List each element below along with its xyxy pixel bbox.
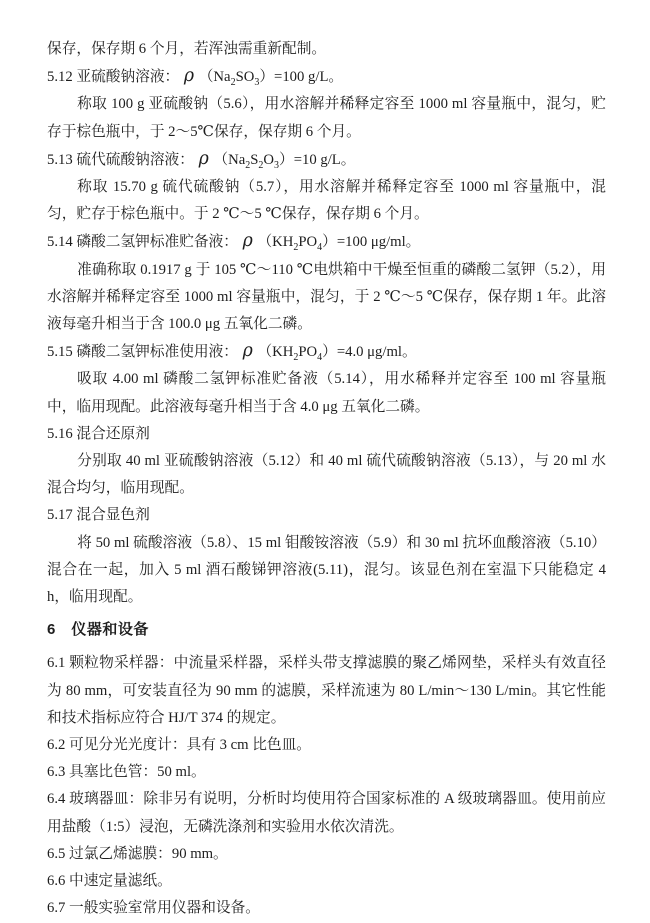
para-5-13-preparation: 称取 15.70 g 硫代硫酸钠（5.7），用水溶解并稀释定容至 1000 ml 容量瓶中，混匀，贮存于棕色瓶中。于 2 ℃～5 ℃保存，保存期 6 个月。 — [47, 179, 606, 223]
heading-6-instruments: 6 仪器和设备 — [47, 621, 149, 639]
clause-5-12-title: 5.12 亚硫酸钠溶液： ρ $(Na_2SO_3)=100$ g/L。 — [47, 66, 344, 89]
para-continued-storage-note: 保存，保存期 6 个月，若浑浊需重新配制。 — [47, 41, 327, 57]
para-5-16-preparation: 分别取 40 ml 亚硫酸钠溶液（5.12）和 40 ml 硫代硫酸钠溶液（5.13），与 20 ml 水混合均匀，临用现配。 — [47, 453, 606, 497]
para-5-15-preparation: 吸取 4.00 ml 磷酸二氢钾标准贮备液（5.14），用水稀释并定容至 100 ml 容量瓶中，临用现配。此溶液每毫升相当于含 4.0 μg 五氧化二磷。 — [47, 371, 606, 415]
clause-6-3: 6.3 具塞比色管：50 ml。 — [47, 764, 206, 781]
clause-6-5: 6.5 过氯乙烯滤膜：90 mm。 — [47, 845, 228, 862]
clause-5-16-title: 5.16 混合还原剂 — [47, 425, 150, 442]
clause-5-17-title: 5.17 混合显色剂 — [47, 507, 150, 524]
clause-6-1: 6.1 颗粒物采样器：中流量采样器，采样头带支撑滤膜的聚乙烯网垫，采样头有效直径为 80 mm，可安装直径为 90 mm 的滤膜，采样流速为 80 L/min～130 L/min。其它性能和技术指标应符合 HJ/T 374 的规定。 — [47, 655, 606, 726]
para-5-14-preparation: 准确称取 0.1917 g 于 105 ℃～110 ℃电烘箱中干燥至恒重的磷酸二氢钾（5.2），用水溶解并稀释定容至 1000 ml 容量瓶中，混匀，于 2 ℃～5 ℃保存，保存期 1 年。此溶液每毫升相当于含 100.0 μg 五氧化二磷。 — [47, 261, 606, 333]
clause-6-2: 6.2 可见分光光度计：具有 3 cm 比色皿。 — [47, 737, 311, 754]
para-5-17-preparation: 将 50 ml 硫酸溶液（5.8）、15 ml 钼酸铵溶液（5.9）和 30 ml 抗坏血酸溶液（5.10）混合在一起，加入 5 ml 酒石酸锑钾溶液(5.11)，混匀。该显色剂在室温下只能稳定 4 h，临用现配。 — [47, 534, 606, 606]
para-5-12-preparation: 称取 100 g 亚硫酸钠（5.6），用水溶解并稀释定容至 1000 ml 容量瓶中，混匀，贮存于棕色瓶中，于 2～5℃保存，保存期 6 个月。 — [47, 96, 606, 140]
clause-6-7: 6.7 一般实验室常用仪器和设备。 — [47, 900, 260, 917]
document-body — [47, 36, 606, 923]
clause-6-4: 6.4 玻璃器皿：除非另有说明，分析时均使用符合国家标准的 A 级玻璃器皿。使用前应用盐酸（1:5）浸泡，无磷洗涤剂和实验用水依次清洗。 — [47, 791, 606, 835]
clause-6-6: 6.6 中速定量滤纸。 — [47, 873, 172, 890]
clause-5-15-title: 5.15 磷酸二氢钾标准使用液： ρ $(KH_2PO_4)=4.0$ μg/ml。 — [47, 341, 417, 364]
clause-5-14-title: 5.14 磷酸二氢钾标准贮备液： ρ $(KH_2PO_4)=100$ μg/ml。 — [47, 231, 421, 254]
clause-5-13-title: 5.13 硫代硫酸钠溶液： ρ $(Na_2S_2O_3)=10$ g/L。 — [47, 148, 356, 171]
